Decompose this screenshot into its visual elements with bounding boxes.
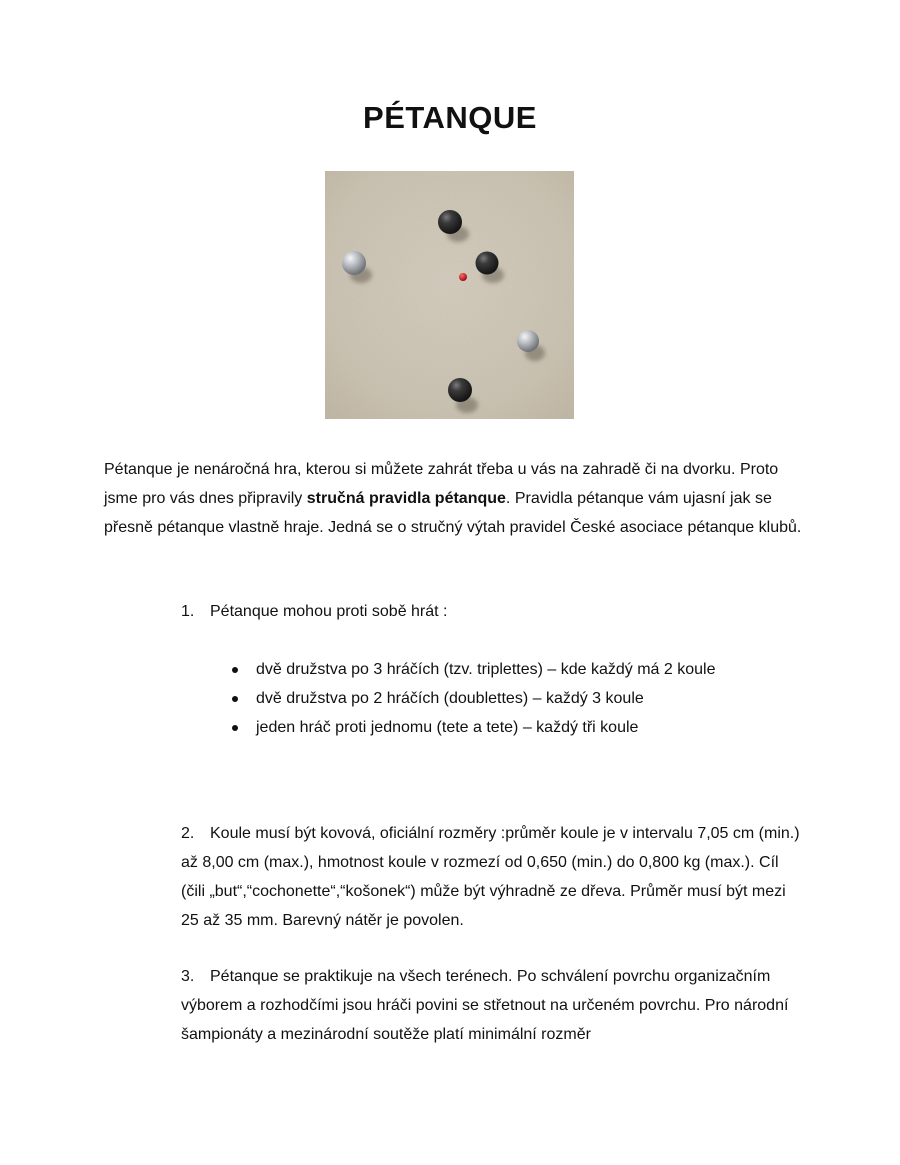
item-text: Koule musí být kovová, oficiální rozměry :průměr koule je v intervalu 7,05 cm (min.) až 8,00 cm (max.), hmotnost koule v rozmezí od 0,650 (min.) do 0,800 kg (max.). Cíl (čili „but“,“cochonette“,“košonek“) může být výhradně ze dřeva. Průměr musí být mezi 25 až 35 mm. Barevný nátěr je povolen. — [181, 825, 800, 929]
bullet-item — [232, 655, 832, 684]
petanque-photo — [325, 171, 574, 419]
bullet-item — [232, 684, 832, 713]
bullet-list — [232, 655, 832, 742]
list-item-2 — [181, 819, 801, 935]
item-number: 2. — [181, 825, 195, 842]
page-title: PÉTANQUE — [363, 100, 537, 135]
item-number: 1. — [181, 603, 195, 620]
bullet-icon — [232, 667, 238, 673]
bullet-item — [232, 713, 832, 742]
bullet-text: dvě družstva po 2 hráčích (doublettes) – každý 3 koule — [256, 690, 644, 707]
steel-ball — [438, 210, 462, 234]
silver-ball — [342, 251, 366, 275]
bullet-icon — [232, 696, 238, 702]
item-number: 3. — [181, 968, 195, 985]
intro-paragraph — [104, 455, 804, 542]
bullet-text: jeden hráč proti jednomu (tete a tete) – každý tři koule — [256, 719, 639, 736]
list-item-3 — [181, 962, 801, 1049]
item-text: Pétanque se praktikuje na všech terénech. Po schválení povrchu organizačním výborem a rozhodčími jsou hráči povini se střetnout na určeném povrchu. Pro národní šampionáty a mezinárodní soutěže platí minimální rozměr — [181, 968, 789, 1043]
intro-text-1: Pétanque je nenáročná hra, kterou si můžete zahrát třeba u vás na zahradě či na dvorku. Proto jsme pro vás dnes připravily — [104, 461, 779, 507]
intro-text-2: . Pravidla pétanque vám ujasní jak se přesně pétanque vlastně hraje. Jedná se o stručný výtah pravidel České asociace pétanque klubů. — [104, 490, 802, 536]
bullet-icon — [232, 725, 238, 731]
list-item-1 — [181, 597, 781, 626]
item-text: Pétanque mohou proti sobě hrát : — [210, 603, 448, 620]
jack-ball — [459, 273, 467, 281]
silver-ball — [517, 330, 539, 352]
steel-ball — [448, 378, 472, 402]
steel-ball — [476, 252, 499, 275]
intro-bold: stručná pravidla pétanque — [306, 490, 506, 507]
bullet-text: dvě družstva po 3 hráčích (tzv. triplettes) – kde každý má 2 koule — [256, 661, 716, 678]
